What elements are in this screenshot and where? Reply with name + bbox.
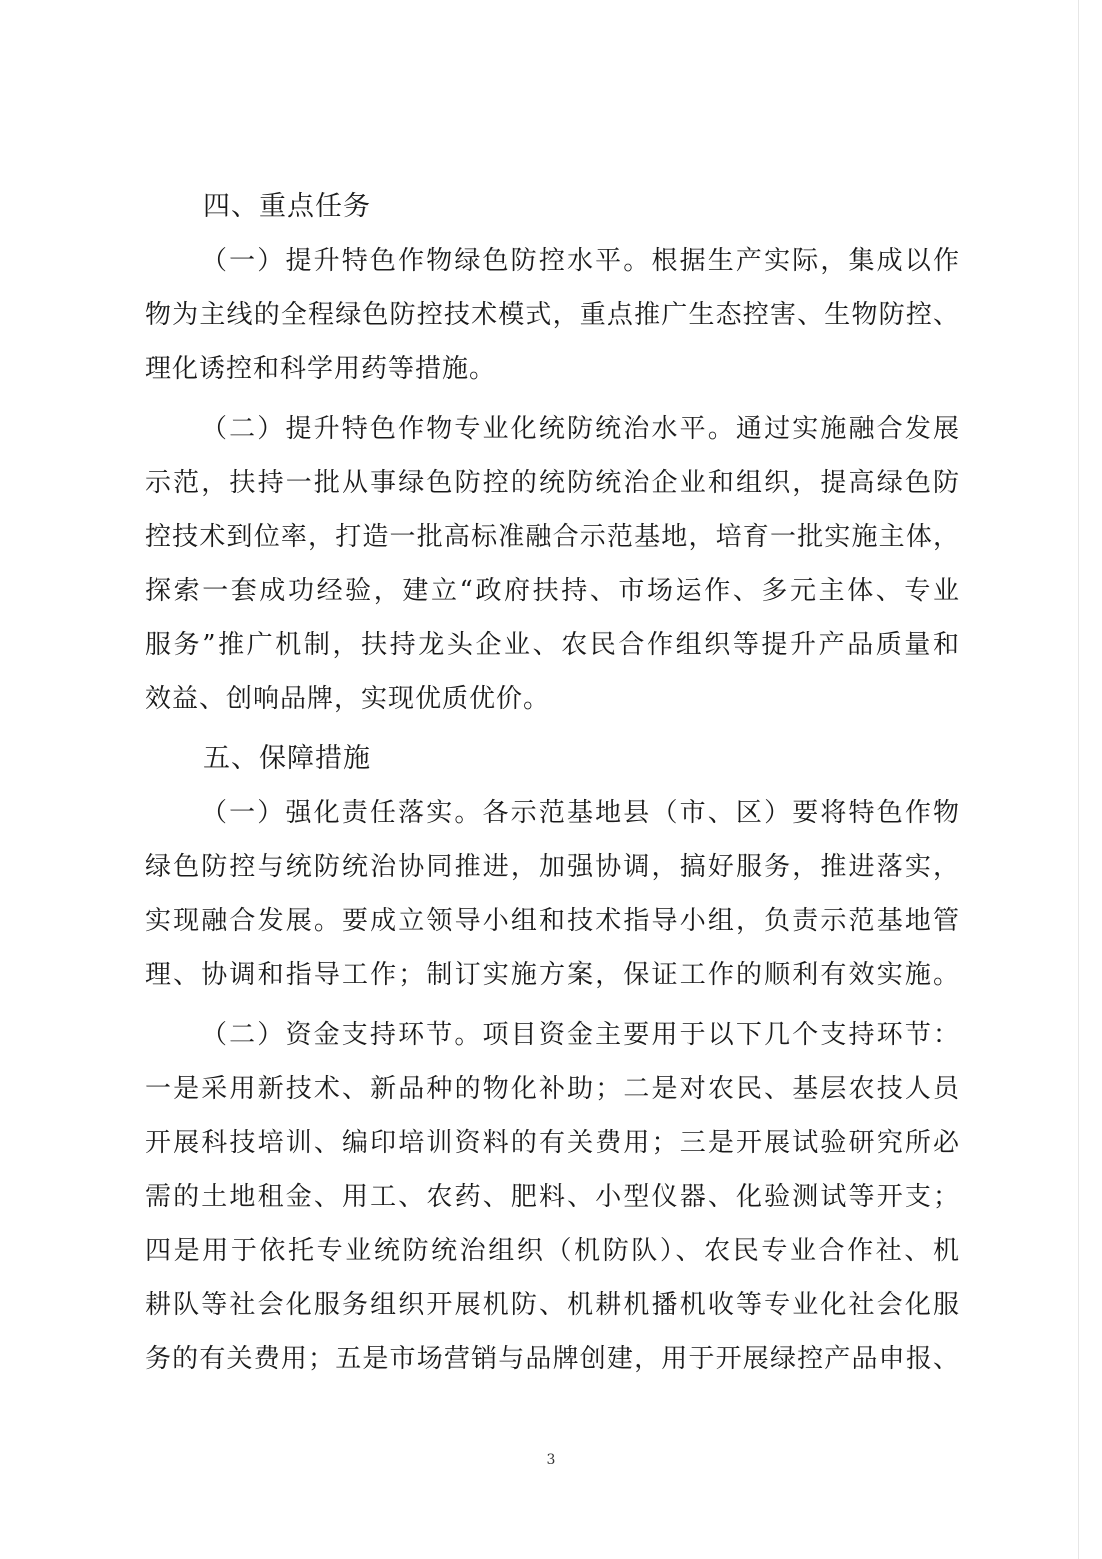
paragraph-line: 物为主线的全程绿色防控技术模式，重点推广生态控害、生物防控、 (145, 300, 960, 330)
paragraph-line: 控技术到位率，打造一批高标准融合示范基地，培育一批实施主体， (145, 522, 960, 552)
page-number: 3 (546, 1452, 556, 1468)
paragraph-line: 绿色防控与统防统治协同推进，加强协调，搞好服务，推进落实， (145, 852, 960, 882)
document-body (145, 180, 960, 1386)
paragraph-line: （二）提升特色作物专业化统防统治水平。通过实施融合发展 (201, 414, 960, 444)
paragraph-line: （二）资金支持环节。项目资金主要用于以下几个支持环节： (201, 1020, 960, 1050)
section-heading-key-tasks: 四、重点任务 (203, 191, 371, 222)
paragraph-line: 开展科技培训、编印培训资料的有关费用；三是开展试验研究所必 (145, 1128, 960, 1158)
paragraph-line: 探索一套成功经验，建立“政府扶持、市场运作、多元主体、专业 (145, 576, 960, 606)
paragraph-line: 示范，扶持一批从事绿色防控的统防统治企业和组织，提高绿色防 (145, 468, 960, 498)
paragraph-line: （一）提升特色作物绿色防控水平。根据生产实际，集成以作 (201, 246, 960, 276)
paragraph-line: 务的有关费用；五是市场营销与品牌创建，用于开展绿控产品申报、 (145, 1344, 960, 1374)
paragraph-line: 服务”推广机制，扶持龙头企业、农民合作组织等提升产品质量和 (145, 630, 960, 660)
paragraph-line: 四是用于依托专业统防统治组织（机防队）、农民专业合作社、机 (145, 1236, 960, 1266)
paragraph-line: 效益、创响品牌，实现优质优价。 (145, 684, 551, 714)
paragraph-line: 理、协调和指导工作；制订实施方案，保证工作的顺利有效实施。 (145, 960, 960, 990)
paragraph-line: 耕队等社会化服务组织开展机防、机耕机播机收等专业化社会化服 (145, 1290, 960, 1320)
paragraph-line: （一）强化责任落实。各示范基地县（市、区）要将特色作物 (201, 798, 960, 828)
scan-edge-line (1078, 0, 1079, 1559)
paragraph-line: 一是采用新技术、新品种的物化补助；二是对农民、基层农技人员 (145, 1074, 960, 1104)
section-heading-safeguards: 五、保障措施 (203, 743, 371, 774)
paragraph-line: 实现融合发展。要成立领导小组和技术指导小组，负责示范基地管 (145, 906, 960, 936)
paragraph-line: 理化诱控和科学用药等措施。 (145, 354, 497, 384)
paragraph-line: 需的土地租金、用工、农药、肥料、小型仪器、化验测试等开支； (145, 1182, 960, 1212)
